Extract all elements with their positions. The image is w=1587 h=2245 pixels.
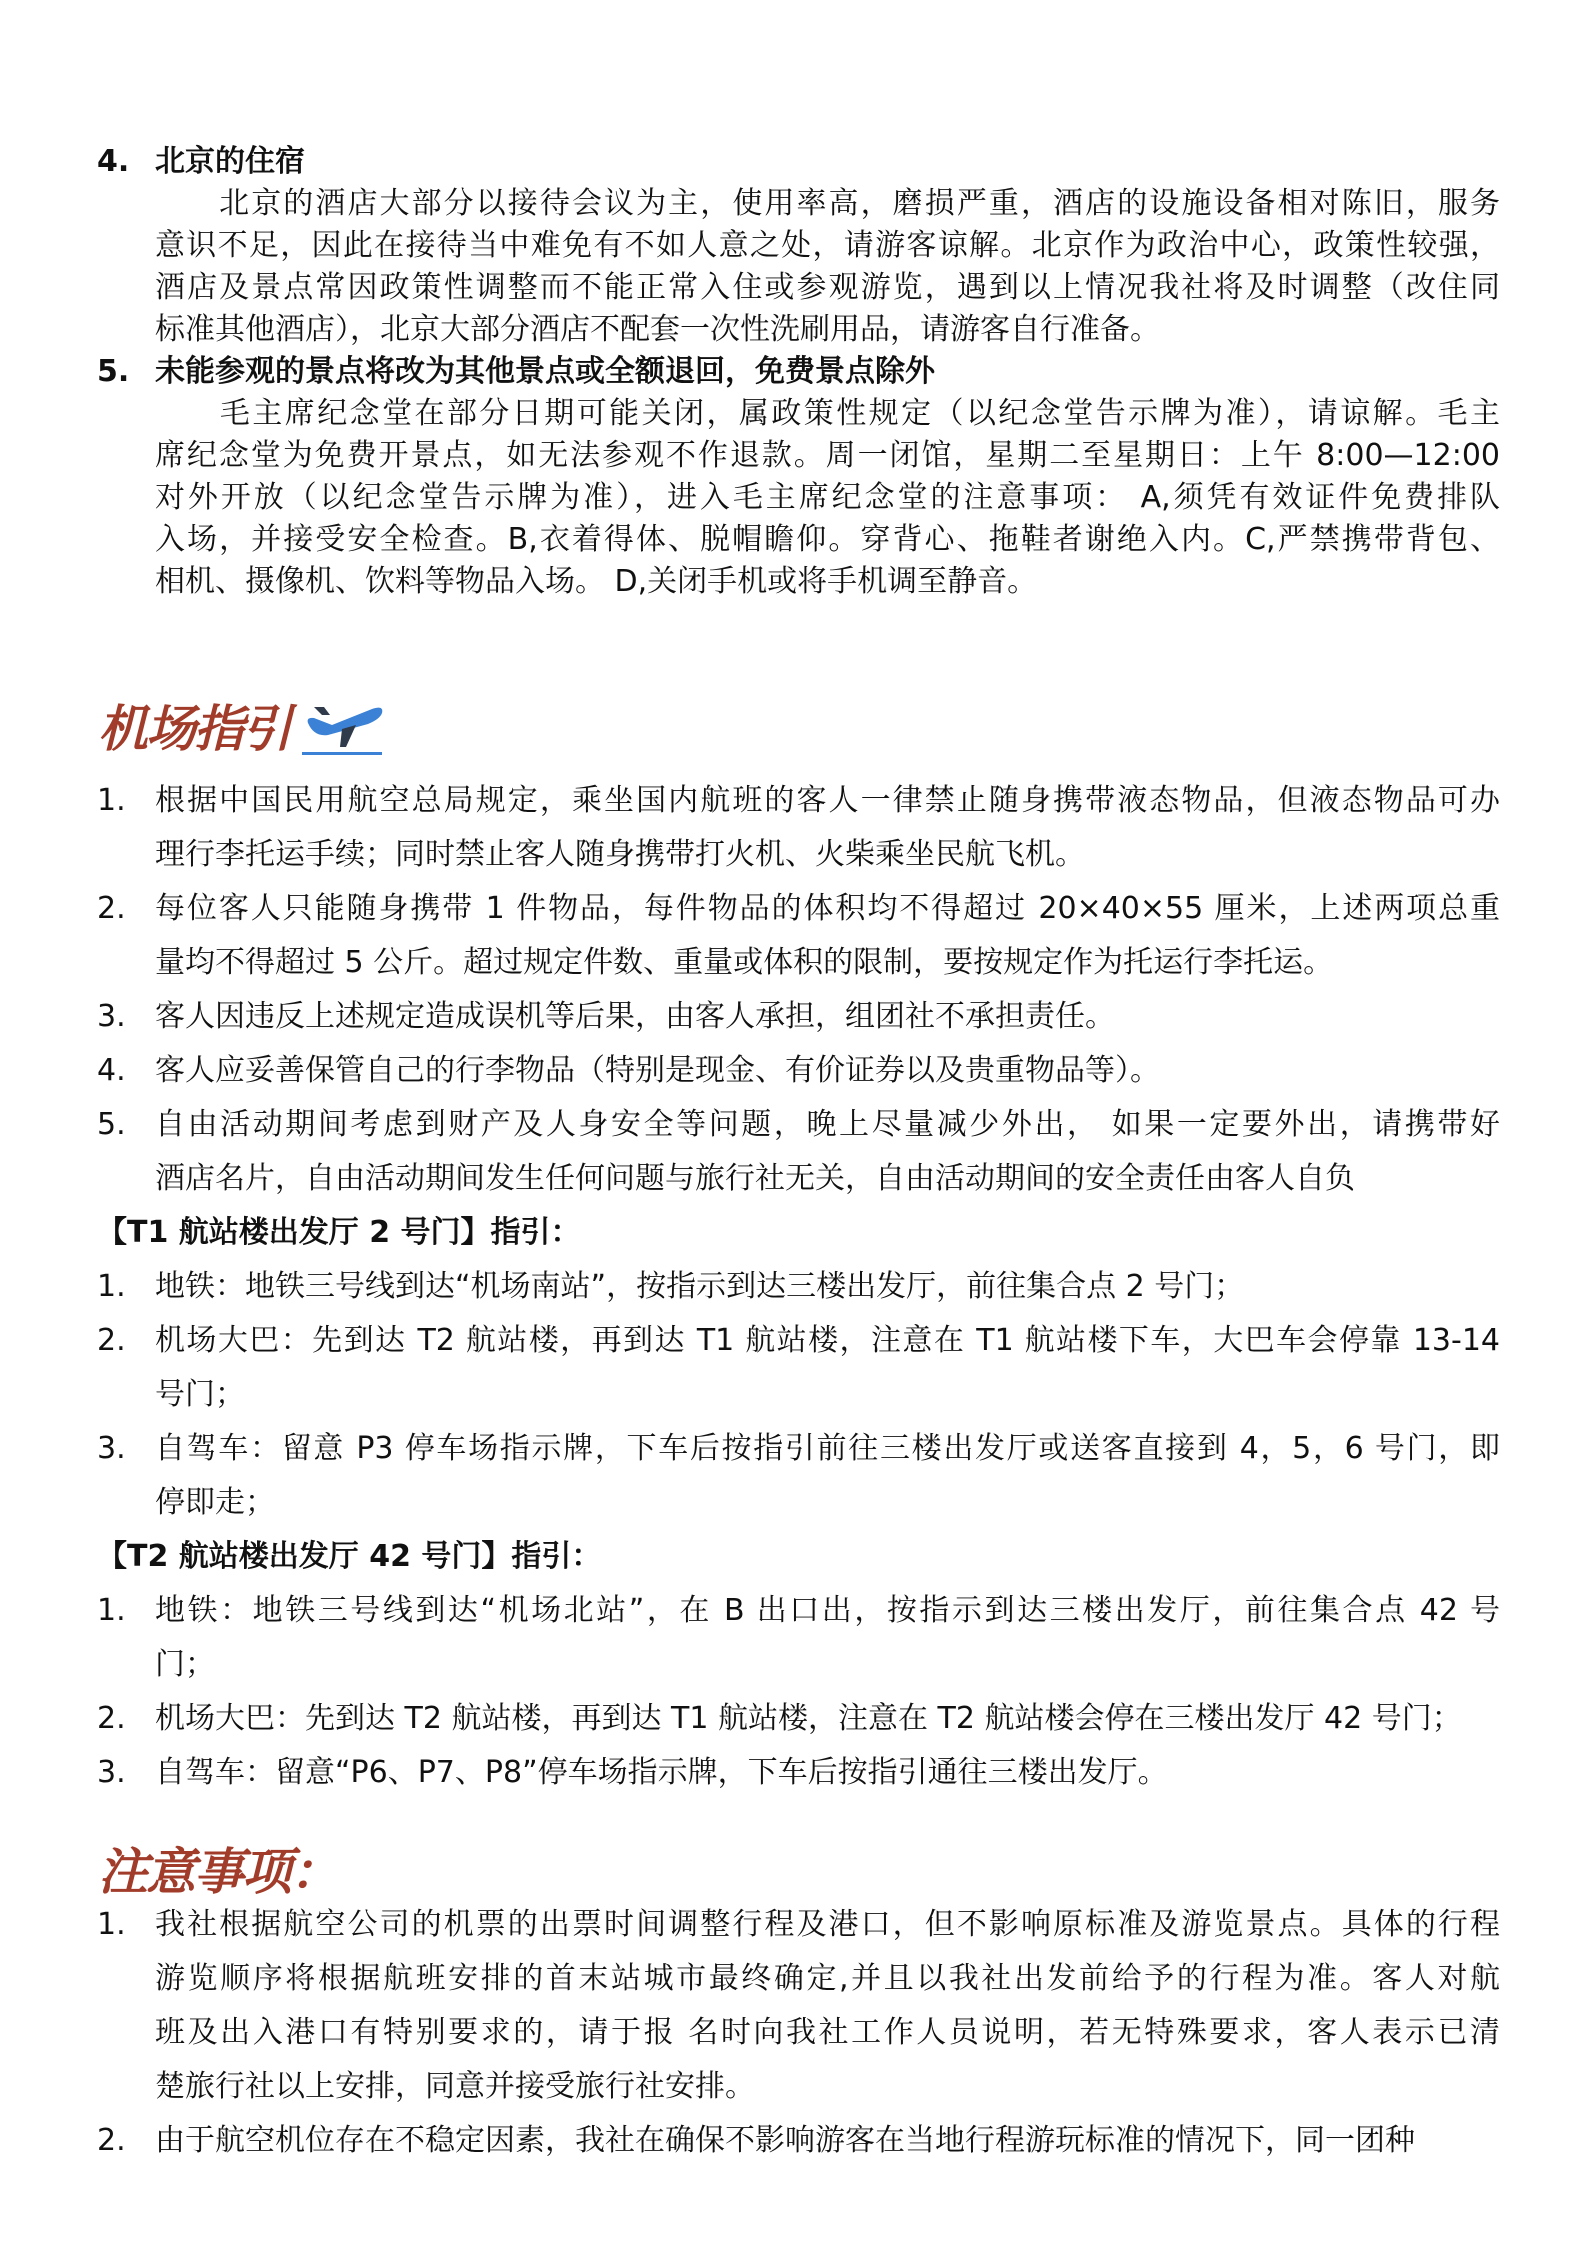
- paragraph-text: 对外开放（以纪念堂告示牌为准），进入毛主席纪念堂的注意事项： A,须凭有效证件免费排队: [155, 480, 1500, 515]
- airplane-takeoff-icon: [302, 703, 388, 757]
- list-item-text: 班及出入港口有特别要求的，请于报 名时向我社工作人员说明，若无特殊要求，客人表示已清: [155, 2015, 1500, 2050]
- list-item-line: [0, 774, 1587, 828]
- list-number: 2.: [97, 1701, 126, 1736]
- paragraph-line: [0, 267, 1587, 309]
- list-number: 2.: [97, 891, 126, 926]
- list-item-text: 机场大巴：先到达 T2 航站楼，再到达 T1 航站楼，注意在 T2 航站楼会停在三楼出发厅 42 号门；: [155, 1701, 1462, 1736]
- list-number: 2.: [97, 2123, 126, 2158]
- list-item-line: [0, 936, 1587, 990]
- list-item-line: [0, 2114, 1587, 2168]
- paragraph-line: [0, 309, 1587, 351]
- list-item-text: 根据中国民用航空总局规定，乘坐国内航班的客人一律禁止随身携带液态物品，但液态物品可办: [155, 783, 1500, 818]
- paragraph-text: 标准其他酒店），北京大部分酒店不配套一次性洗刷用品，请游客自行准备。: [155, 312, 1160, 347]
- list-item-line: [0, 1152, 1587, 1206]
- section-number: 5.: [97, 354, 130, 389]
- list-item-text: 由于航空机位存在不稳定因素，我社在确保不影响游客在当地行程游玩标准的情况下，同一团种: [155, 2123, 1415, 2158]
- list-item-text: 酒店名片，自由活动期间发生任何问题与旅行社无关，自由活动期间的安全责任由客人自负: [155, 1161, 1355, 1196]
- section-number: 4.: [97, 144, 130, 179]
- list-item-line: [0, 1368, 1587, 1422]
- paragraph-text: 酒店及景点常因政策性调整而不能正常入住或参观游览，遇到以上情况我社将及时调整（改住同: [155, 270, 1500, 305]
- list-item-text: 量均不得超过 5 公斤。超过规定件数、重量或体积的限制，要按规定作为托运行李托运。: [155, 945, 1334, 980]
- list-number: 3.: [97, 1755, 126, 1790]
- section-heading-row: [0, 351, 1587, 393]
- list-item-line: [0, 828, 1587, 882]
- list-number: 1.: [97, 783, 126, 818]
- list-item-line: [0, 1584, 1587, 1638]
- list-number: 4.: [97, 1053, 126, 1088]
- terminal-guide-heading: [0, 1206, 1587, 1260]
- t1-guide-title: 【T1 航站楼出发厅 2 号门】指引：: [97, 1215, 581, 1250]
- section-heading: 北京的住宿: [155, 144, 305, 179]
- list-item-line: [0, 1638, 1587, 1692]
- list-item-text: 门；: [155, 1647, 215, 1682]
- paragraph-line: [0, 477, 1587, 519]
- list-item-text: 楚旅行社以上安排，同意并接受旅行社安排。: [155, 2069, 755, 2104]
- list-item-text: 自由活动期间考虑到财产及人身安全等问题，晚上尽量减少外出， 如果一定要外出，请携带好: [155, 1107, 1500, 1142]
- section-heading: 未能参观的景点将改为其他景点或全额退回，免费景点除外: [155, 354, 935, 389]
- paragraph-text: 北京的酒店大部分以接待会议为主，使用率高，磨损严重，酒店的设施设备相对陈旧，服务: [155, 186, 1500, 221]
- list-item-line: [0, 1746, 1587, 1800]
- list-number: 3.: [97, 999, 126, 1034]
- terminal-guide-heading: [0, 1530, 1587, 1584]
- list-number: 1.: [97, 1907, 126, 1942]
- airport-guide-heading: 机场指引: [98, 700, 290, 758]
- paragraph-line: [0, 561, 1587, 603]
- list-item-text: 自驾车：留意“P6、P7、P8”停车场指示牌，下车后按指引通往三楼出发厅。: [155, 1755, 1168, 1790]
- paragraph-line: [0, 435, 1587, 477]
- t2-guide-title: 【T2 航站楼出发厅 42 号门】指引：: [97, 1539, 602, 1574]
- list-item-line: [0, 1952, 1587, 2006]
- list-item-line: [0, 1692, 1587, 1746]
- list-item-text: 地铁：地铁三号线到达“机场南站”，按指示到达三楼出发厅，前往集合点 2 号门；: [155, 1269, 1245, 1304]
- paragraph-line: [0, 519, 1587, 561]
- list-item-text: 理行李托运手续；同时禁止客人随身携带打火机、火柴乘坐民航飞机。: [155, 837, 1085, 872]
- list-item-line: [0, 2006, 1587, 2060]
- list-item-line: [0, 1044, 1587, 1098]
- list-item-text: 客人因违反上述规定造成误机等后果，由客人承担，组团社不承担责任。: [155, 999, 1115, 1034]
- list-number: 1.: [97, 1593, 126, 1628]
- paragraph-text: 相机、摄像机、饮料等物品入场。 D,关闭手机或将手机调至静音。: [155, 564, 1038, 599]
- list-item-line: [0, 2060, 1587, 2114]
- paragraph-line: [0, 393, 1587, 435]
- list-item-line: [0, 1260, 1587, 1314]
- list-item-text: 我社根据航空公司的机票的出票时间调整行程及港口，但不影响原标准及游览景点。具体的行程: [155, 1907, 1500, 1942]
- list-item-text: 客人应妥善保管自己的行李物品（特别是现金、有价证券以及贵重物品等）。: [155, 1053, 1160, 1088]
- list-item-text: 机场大巴：先到达 T2 航站楼，再到达 T1 航站楼，注意在 T1 航站楼下车，大巴车会停靠 13-14: [155, 1323, 1500, 1358]
- list-item-text: 每位客人只能随身携带 1 件物品，每件物品的体积均不得超过 20×40×55 厘米，上述两项总重: [155, 891, 1500, 926]
- paragraph-text: 入场，并接受安全检查。B,衣着得体、脱帽瞻仰。穿背心、拖鞋者谢绝入内。C,严禁携带背包、: [155, 522, 1500, 557]
- list-item-line: [0, 1098, 1587, 1152]
- paragraph-line: [0, 225, 1587, 267]
- list-item-line: [0, 990, 1587, 1044]
- list-number: 1.: [97, 1269, 126, 1304]
- section-heading-row: [0, 141, 1587, 183]
- list-item-line: [0, 1422, 1587, 1476]
- list-item-line: [0, 1898, 1587, 1952]
- paragraph-text: 意识不足，因此在接待当中难免有不如人意之处，请游客谅解。北京作为政治中心，政策性较强，: [155, 228, 1500, 263]
- list-number: 5.: [97, 1107, 126, 1142]
- list-number: 3.: [97, 1431, 126, 1466]
- notes-section: [0, 1898, 1587, 2168]
- list-item-text: 号门；: [155, 1377, 245, 1412]
- list-item-text: 停即走；: [155, 1485, 275, 1520]
- list-item-text: 自驾车：留意 P3 停车场指示牌，下车后按指引前往三楼出发厅或送客直接到 4，5，6 号门，即: [155, 1431, 1500, 1466]
- list-item-line: [0, 1314, 1587, 1368]
- list-number: 2.: [97, 1323, 126, 1358]
- notes-heading: 注意事项：: [98, 1843, 338, 1901]
- lodging-section: [0, 141, 1587, 603]
- list-item-text: 游览顺序将根据航班安排的首末站城市最终确定,并且以我社出发前给予的行程为准。客人对航: [155, 1961, 1500, 1996]
- list-item-line: [0, 1476, 1587, 1530]
- list-item-text: 地铁：地铁三号线到达“机场北站”，在 B 出口出，按指示到达三楼出发厅，前往集合点 42 号: [155, 1593, 1500, 1628]
- paragraph-line: [0, 183, 1587, 225]
- paragraph-text: 毛主席纪念堂在部分日期可能关闭，属政策性规定（以纪念堂告示牌为准），请谅解。毛主: [155, 396, 1500, 431]
- airport-guide-section: [0, 774, 1587, 1800]
- list-item-line: [0, 882, 1587, 936]
- paragraph-text: 席纪念堂为免费开景点，如无法参观不作退款。周一闭馆，星期二至星期日：上午 8:00—12:00: [155, 438, 1500, 473]
